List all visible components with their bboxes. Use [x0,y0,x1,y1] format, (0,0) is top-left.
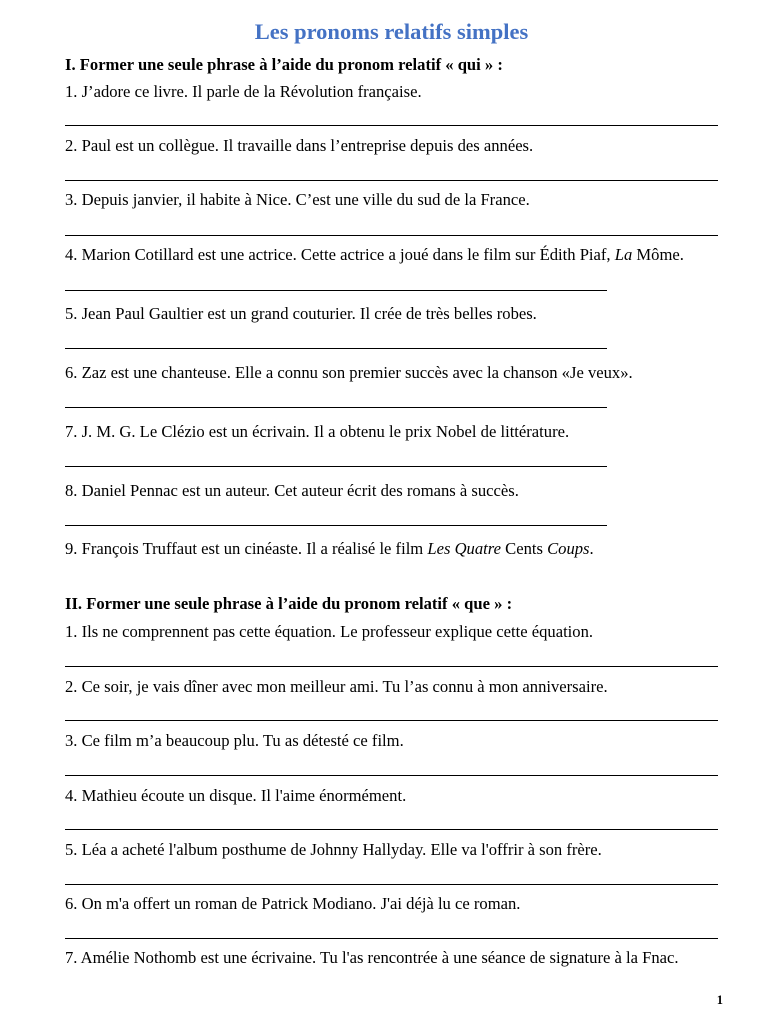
question-text: 9. François Truffaut est un cinéaste. Il a réalisé le film [65,539,428,558]
answer-line [65,884,718,885]
answer-line [65,125,718,126]
qui-question-1: 1. J’adore ce livre. Il parle de la Révolution française. [65,82,422,101]
answer-line [65,525,607,526]
question-text-after: Môme. [632,245,684,264]
section-heading-que: II. Former une seule phrase à l’aide du pronom relatif « que » : [65,594,513,613]
qui-question-6: 6. Zaz est une chanteuse. Elle a connu son premier succès avec la chanson «Je veux». [65,363,633,382]
answer-line [65,466,607,467]
question-italic-title-2: Coups [547,539,590,558]
section-heading-qui: I. Former une seule phrase à l’aide du pronom relatif « qui » : [65,55,503,74]
answer-line [65,180,718,181]
answer-line [65,348,607,349]
answer-line [65,290,607,291]
que-question-2: 2. Ce soir, je vais dîner avec mon meilleur ami. Tu l’as connu à mon anniversaire. [65,677,608,696]
qui-question-5: 5. Jean Paul Gaultier est un grand couturier. Il crée de très belles robes. [65,304,537,323]
question-italic-title: Les Quatre [427,539,501,558]
answer-line [65,938,718,939]
qui-question-9 [65,539,594,559]
page-title: Les pronoms relatifs simples [254,19,529,44]
question-italic-title: La [614,245,633,264]
qui-question-7: 7. J. M. G. Le Clézio est un écrivain. Il a obtenu le prix Nobel de littérature. [65,422,570,441]
que-question-1: 1. Ils ne comprennent pas cette équation. Le professeur explique cette équation. [65,622,594,641]
answer-line [65,775,718,776]
qui-question-3: 3. Depuis janvier, il habite à Nice. C’est une ville du sud de la France. [65,190,530,209]
answer-line [65,720,718,721]
question-text-middle: Cents [500,539,548,558]
answer-line [65,666,718,667]
question-text: 4. Marion Cotillard est une actrice. Cette actrice a joué dans le film sur Édith Piaf, [65,245,615,264]
qui-question-8: 8. Daniel Pennac est un auteur. Cet auteur écrit des romans à succès. [65,481,519,500]
answer-line [65,235,718,236]
page-number: 1 [716,993,723,1007]
que-question-3: 3. Ce film m’a beaucoup plu. Tu as détesté ce film. [65,731,404,750]
answer-line [65,407,607,408]
que-question-7: 7. Amélie Nothomb est une écrivaine. Tu l'as rencontrée à une séance de signature à la Fnac. [65,948,679,967]
qui-question-2: 2. Paul est un collègue. Il travaille dans l’entreprise depuis des années. [65,136,534,155]
que-question-5: 5. Léa a acheté l'album posthume de Johnny Hallyday. Elle va l'offrir à son frère. [65,840,602,859]
qui-question-4 [65,245,684,265]
question-text-after: . [589,539,594,558]
que-question-4: 4. Mathieu écoute un disque. Il l'aime énormément. [65,786,407,805]
que-question-6: 6. On m'a offert un roman de Patrick Modiano. J'ai déjà lu ce roman. [65,894,521,913]
answer-line [65,829,718,830]
